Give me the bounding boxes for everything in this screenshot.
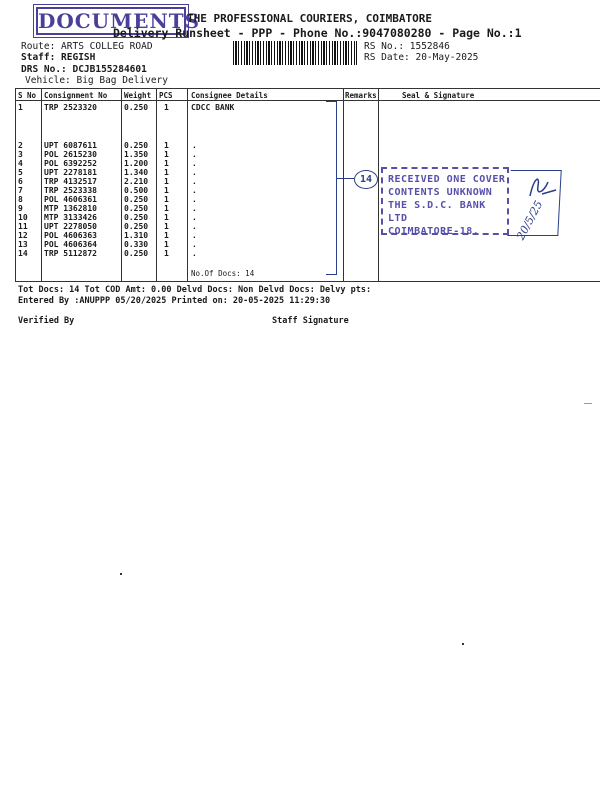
company-title: THE PROFESSIONAL COURIERS, COIMBATORE bbox=[187, 12, 433, 25]
rs-date: RS Date: 20-May-2025 bbox=[364, 52, 479, 63]
cell-mark: . bbox=[192, 168, 197, 177]
cell-sno: 1 bbox=[18, 103, 23, 112]
col-header-sno: S No bbox=[18, 91, 37, 100]
cell-consignment: POL 2615230 bbox=[44, 150, 97, 159]
cell-weight: 0.330 bbox=[124, 240, 149, 249]
runsheet-title: Delivery Runsheet - PPP - Phone No.:9047080280 - Page No.:1 bbox=[113, 26, 522, 40]
cell-consignment: TRP 2523338 bbox=[44, 186, 97, 195]
col-header-consignee: Consignee Details bbox=[191, 91, 268, 100]
cell-pcs: 1 bbox=[164, 177, 169, 186]
cell-weight: 0.250 bbox=[124, 213, 149, 222]
cell-weight: 0.250 bbox=[124, 249, 149, 258]
staff-signature-label: Staff Signature bbox=[272, 316, 349, 326]
received-stamp bbox=[381, 167, 509, 235]
cell-weight: 2.210 bbox=[124, 177, 149, 186]
handwritten-arrow bbox=[336, 178, 354, 179]
col-header-remarks: Remarks bbox=[345, 91, 377, 100]
col-header-pcs: PCS bbox=[159, 91, 173, 100]
signature-date: 20/5/25 bbox=[514, 198, 546, 243]
cell-mark: . bbox=[192, 150, 197, 159]
cell-mark: . bbox=[192, 186, 197, 195]
cell-weight: 1.310 bbox=[124, 231, 149, 240]
cell-mark: . bbox=[192, 204, 197, 213]
cell-weight: 1.350 bbox=[124, 150, 149, 159]
cell-sno: 12 bbox=[18, 231, 28, 240]
cell-pcs: 1 bbox=[164, 150, 169, 159]
cell-consignment: POL 6392252 bbox=[44, 159, 97, 168]
entered-by-line: Entered By :ANUPPP 05/20/2025 Printed on: 20-05-2025 11:29:30 bbox=[18, 296, 331, 306]
stamp-line: RECEIVED ONE COVER bbox=[388, 174, 506, 185]
stamp-line: CONTENTS UNKNOWN bbox=[388, 187, 493, 198]
no-of-docs: No.Of Docs: 14 bbox=[191, 269, 255, 278]
cell-weight: 0.500 bbox=[124, 186, 149, 195]
cell-sno: 4 bbox=[18, 159, 23, 168]
cell-mark: . bbox=[192, 195, 197, 204]
cell-sno: 13 bbox=[18, 240, 28, 249]
cell-pcs: 1 bbox=[164, 141, 169, 150]
cell-consignment: POL 4606364 bbox=[44, 240, 97, 249]
signature-scribble bbox=[520, 172, 560, 202]
cell-consignment: POL 4606363 bbox=[44, 231, 97, 240]
cell-pcs: 1 bbox=[164, 204, 169, 213]
route-label: Route: ARTS COLLEG ROAD bbox=[21, 41, 153, 52]
cell-sno: 5 bbox=[18, 168, 23, 177]
cell-mark: . bbox=[192, 249, 197, 258]
cell-mark: . bbox=[192, 159, 197, 168]
speck bbox=[120, 573, 122, 575]
cell-sno: 14 bbox=[18, 249, 28, 258]
cell-weight: 0.250 bbox=[124, 204, 149, 213]
table-row bbox=[16, 150, 600, 159]
table-row bbox=[16, 258, 600, 267]
cell-weight: 0.250 bbox=[124, 222, 149, 231]
consignee-bank: CDCC BANK bbox=[191, 103, 235, 112]
cell-sno: 2 bbox=[18, 141, 23, 150]
cell-consignment: UPT 2278181 bbox=[44, 168, 97, 177]
cell-consignment: TRP 2523320 bbox=[44, 103, 97, 112]
cell-pcs: 1 bbox=[164, 159, 169, 168]
cell-sno: 7 bbox=[18, 186, 23, 195]
cell-mark: . bbox=[192, 141, 197, 150]
cell-sno: 3 bbox=[18, 150, 23, 159]
cell-mark: . bbox=[192, 213, 197, 222]
handwritten-bracket bbox=[326, 101, 337, 275]
stamp-line: COIMBATORE-18. bbox=[388, 226, 480, 237]
cell-weight: 1.340 bbox=[124, 168, 149, 177]
cell-consignment: POL 4606361 bbox=[44, 195, 97, 204]
cell-consignment: UPT 2278050 bbox=[44, 222, 97, 231]
cell-consignment: TRP 4132517 bbox=[44, 177, 97, 186]
circled-count: 14 bbox=[354, 170, 378, 189]
cell-pcs: 1 bbox=[164, 240, 169, 249]
cell-mark: . bbox=[192, 231, 197, 240]
table-row bbox=[16, 141, 600, 150]
speck bbox=[462, 643, 464, 645]
cell-weight: 0.250 bbox=[124, 195, 149, 204]
documents-stamp: DOCUMENTS bbox=[38, 9, 201, 33]
cell-mark: . bbox=[192, 177, 197, 186]
rs-number: RS No.: 1552846 bbox=[364, 41, 450, 52]
col-header-consignment: Consignment No bbox=[44, 91, 108, 100]
cell-pcs: 1 bbox=[164, 249, 169, 258]
staff-label: Staff: REGISH bbox=[21, 52, 96, 63]
cell-consignment: MTP 3133426 bbox=[44, 213, 97, 222]
cell-consignment: TRP 5112872 bbox=[44, 249, 97, 258]
cell-weight: 0.250 bbox=[124, 141, 149, 150]
cell-sno: 10 bbox=[18, 213, 28, 222]
col-header-weight: Weight bbox=[124, 91, 152, 100]
cell-pcs: 1 bbox=[164, 231, 169, 240]
vehicle-label: Vehicle: Big Bag Delivery bbox=[25, 75, 168, 86]
table-row bbox=[16, 249, 600, 258]
cell-pcs: 1 bbox=[164, 213, 169, 222]
totals-line: Tot Docs: 14 Tot COD Amt: 0.00 Delvd Docs: Non Delvd Docs: Delvy pts: bbox=[18, 285, 372, 295]
cell-pcs: 1 bbox=[164, 103, 169, 112]
cell-consignment: UPT 6087611 bbox=[44, 141, 97, 150]
cell-pcs: 1 bbox=[164, 168, 169, 177]
drs-number: DRS No.: DCJB155284601 bbox=[21, 64, 147, 75]
col-header-seal: Seal & Signature bbox=[402, 91, 475, 100]
verified-by-label: Verified By bbox=[18, 316, 75, 326]
cell-pcs: 1 bbox=[164, 195, 169, 204]
cell-sno: 9 bbox=[18, 204, 23, 213]
cell-sno: 6 bbox=[18, 177, 23, 186]
cell-sno: 11 bbox=[18, 222, 28, 231]
cell-weight: 1.200 bbox=[124, 159, 149, 168]
cell-weight: 0.250 bbox=[124, 103, 149, 112]
stamp-line: THE S.D.C. BANK LTD bbox=[388, 200, 486, 224]
cell-consignment: MTP 1362810 bbox=[44, 204, 97, 213]
cell-sno: 8 bbox=[18, 195, 23, 204]
cell-pcs: 1 bbox=[164, 222, 169, 231]
barcode bbox=[233, 41, 357, 65]
table-row bbox=[16, 103, 600, 112]
cell-mark: . bbox=[192, 240, 197, 249]
cell-mark: . bbox=[192, 222, 197, 231]
table-row bbox=[16, 240, 600, 249]
header-divider bbox=[16, 100, 600, 101]
cell-pcs: 1 bbox=[164, 186, 169, 195]
table-row bbox=[16, 159, 600, 168]
speck bbox=[584, 403, 592, 404]
